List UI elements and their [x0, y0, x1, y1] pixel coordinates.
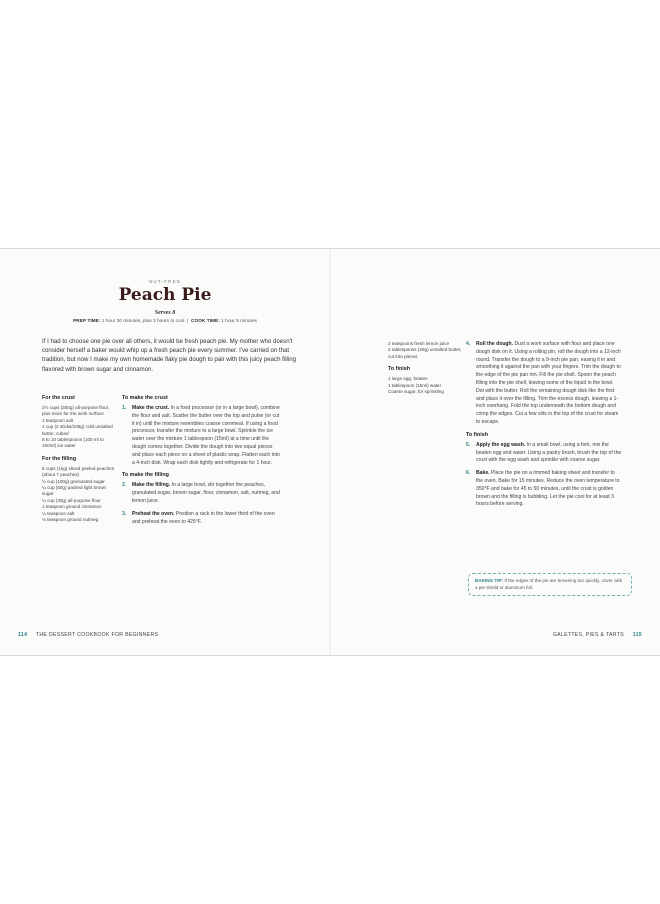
- step-text: In a food processor (or in a large bowl), combine the flour and salt. Scatter the butter over the top and pulse (or cut it in) until the mixture resembles coarse cornmeal. If using a food processor, transfer the mixture to a large bowl. Sprinkle the ice water over the mixture 1 tablespoon (15ml) at a time until the dough comes together. Divide the dough into two equal pieces and place each piece on a sheet of plastic wrap. Flatten each into a 4-inch disk. Wrap each disk tightly and refrigerate for 1 hour.: [132, 405, 280, 466]
- crust-header: For the crust: [42, 395, 75, 401]
- time-line: PREP TIME: 1 hour 30 minutes, plus 3 hours to cool | COOK TIME: 1 hour 5 minutes: [73, 319, 257, 324]
- step-lead: Apply the egg wash.: [476, 441, 526, 448]
- step-lead: Make the filling.: [132, 482, 171, 489]
- step: [466, 442, 622, 465]
- finish-header: To finish: [388, 366, 411, 373]
- page-number: 115: [632, 632, 642, 638]
- baking-tip: [468, 573, 632, 596]
- prep-time-value: 1 hour 30 minutes, plus 3 hours to cool: [101, 319, 185, 324]
- step-text: Dust a work surface with flour and place one dough disk on it. Using a rolling pin, roll the dough into a 12-inch round. Transfer the dough to a 9-inch pie pan, easing it in and smoothing it against the pan with your fingers. Trim the dough to the edge of the pie pan rim. Fill the pie shell. Spoon the peach filling into the pie shell, leaving some of the liquid in the bowl. Dot with the butter. Roll the remaining dough disk like the first and place it over the filling. Trim the excess dough, leaving a 1-inch overhang. Fold the top underneath the bottom dough and crimp the edges. Cut a few slits in the top of the crust for steam to escape.: [476, 341, 621, 425]
- step-number: 6.: [466, 470, 471, 477]
- steps-column: [466, 341, 622, 514]
- step-text: In a large bowl, stir together the peaches, granulated sugar, brown sugar, flour, cinnamon, salt, nutmeg, and lemon juice.: [132, 482, 280, 504]
- crust-ingredients: [42, 405, 114, 450]
- left-page: [0, 249, 330, 655]
- filling-ingredients: [42, 466, 114, 524]
- prep-time-label: PREP TIME:: [73, 319, 101, 324]
- cook-time-value: 1 hour 5 minutes: [221, 319, 257, 324]
- finish-ingredients: [388, 376, 462, 395]
- ingredient: ⅛ teaspoon ground nutmeg: [42, 517, 99, 523]
- diet-tag: NUT-FREE: [148, 279, 182, 284]
- ingredients-column: [42, 395, 114, 524]
- book-title: THE DESSERT COOKBOOK FOR BEGINNERS: [35, 632, 159, 638]
- ingredient: ¼ teaspoon salt: [42, 510, 75, 516]
- step: [122, 511, 282, 527]
- step: [122, 482, 282, 505]
- ingredient: ½ cup (100g) granulated sugar: [42, 478, 105, 484]
- cook-time-label: COOK TIME:: [191, 319, 220, 324]
- step-number: 3.: [122, 510, 127, 517]
- ingredient: ¼ cup (50g) packed light brown sugar: [42, 485, 107, 497]
- page-number: 114: [18, 632, 28, 638]
- make-crust-header: To make the crust: [122, 395, 168, 401]
- step: [466, 341, 622, 427]
- recipe-title: Peach Pie: [118, 285, 212, 305]
- filling-steps: [122, 482, 282, 526]
- step-text: Position a rack in the lower third of the oven and preheat the oven to 425°F.: [132, 510, 275, 525]
- step-lead: Make the crust.: [132, 405, 170, 411]
- ingredient: Coarse sugar, for sprinkling: [388, 389, 444, 395]
- step-text: Place the pie on a rimmed baking sheet and transfer to the oven. Bake for 15 minutes. Reduce the oven temperature to 350°F and bake for 45 to 50 minutes, until the crust is golden brown and the filling is bubbling. Let the pie cool for at least 3 hours before serving.: [476, 470, 620, 508]
- serves-label: Serves 8: [154, 310, 176, 316]
- make-filling-header: To make the filling: [122, 472, 169, 479]
- step-number: 1.: [122, 405, 127, 411]
- step-lead: Roll the dough.: [476, 341, 514, 347]
- tip-label: BAKING TIP:: [475, 578, 504, 583]
- right-page: [330, 249, 660, 655]
- steps-column: [122, 395, 282, 531]
- ingredient: 1 tablespoon (15ml) water: [388, 382, 442, 388]
- ingredient: 2 teaspoons fresh lemon juice: [388, 341, 450, 346]
- step: [122, 405, 282, 467]
- ingredient: ¼ cup (30g) all-purpose flour: [42, 497, 101, 503]
- section-title: GALETTES, PIES & TARTS: [552, 632, 624, 638]
- ingredient: 1 cup (2 sticks/226g) cold unsalted butter, cubed: [42, 424, 113, 436]
- filling-header: For the filling: [42, 455, 77, 462]
- ingredient: 8 to 10 tablespoons (100 ml to 150ml) ice water: [42, 437, 104, 449]
- ingredient: 1 large egg, beaten: [388, 376, 428, 382]
- step-number: 2.: [122, 482, 127, 489]
- ingredient: 2½ cups (300g) all-purpose flour, plus more for the work surface: [42, 405, 110, 417]
- step-text: In a small bowl, using a fork, mix the beaten egg and water. Using a pastry brush, brush the top of the crust with the egg wash and sprinkle with coarse sugar.: [476, 441, 622, 464]
- step-lead: Bake.: [476, 470, 490, 477]
- step-number: 5.: [466, 441, 471, 448]
- ingredients-column: [388, 341, 462, 395]
- roll-steps: [466, 341, 622, 427]
- tip-text: If the edges of the pie are browning too quickly, cover with a pie shield or aluminum foil.: [475, 578, 623, 590]
- book-spread: [0, 248, 660, 656]
- to-finish-header: To finish: [466, 431, 489, 438]
- finish-steps: [466, 442, 622, 509]
- step: [466, 470, 622, 509]
- ingredient: 6 cups (1kg) sliced peeled peaches (about 7 peaches): [42, 465, 115, 478]
- crust-steps: [122, 405, 282, 467]
- ingredient: 1 teaspoon ground cinnamon: [42, 504, 102, 510]
- step-lead: Preheat the oven.: [132, 510, 175, 517]
- ingredient: 2 tablespoons (28g) unsalted butter, cut into pieces: [388, 347, 462, 359]
- ingredient: 1 teaspoon salt: [42, 417, 74, 423]
- filling-ingredients-cont: [388, 341, 462, 360]
- right-footer: [553, 632, 642, 638]
- step-number: 4.: [466, 341, 471, 347]
- intro-paragraph: If I had to choose one pie over all others, it would be fresh peach pie. My mother who doesn't consider herself a baker would whip up a fresh peach pie every summer. I've carried on that tradition, but now I make my own homemade flaky pie dough to pair with this juicy peach filling flavored with brown sugar and cinnamon.: [42, 338, 297, 373]
- left-footer: [18, 632, 158, 638]
